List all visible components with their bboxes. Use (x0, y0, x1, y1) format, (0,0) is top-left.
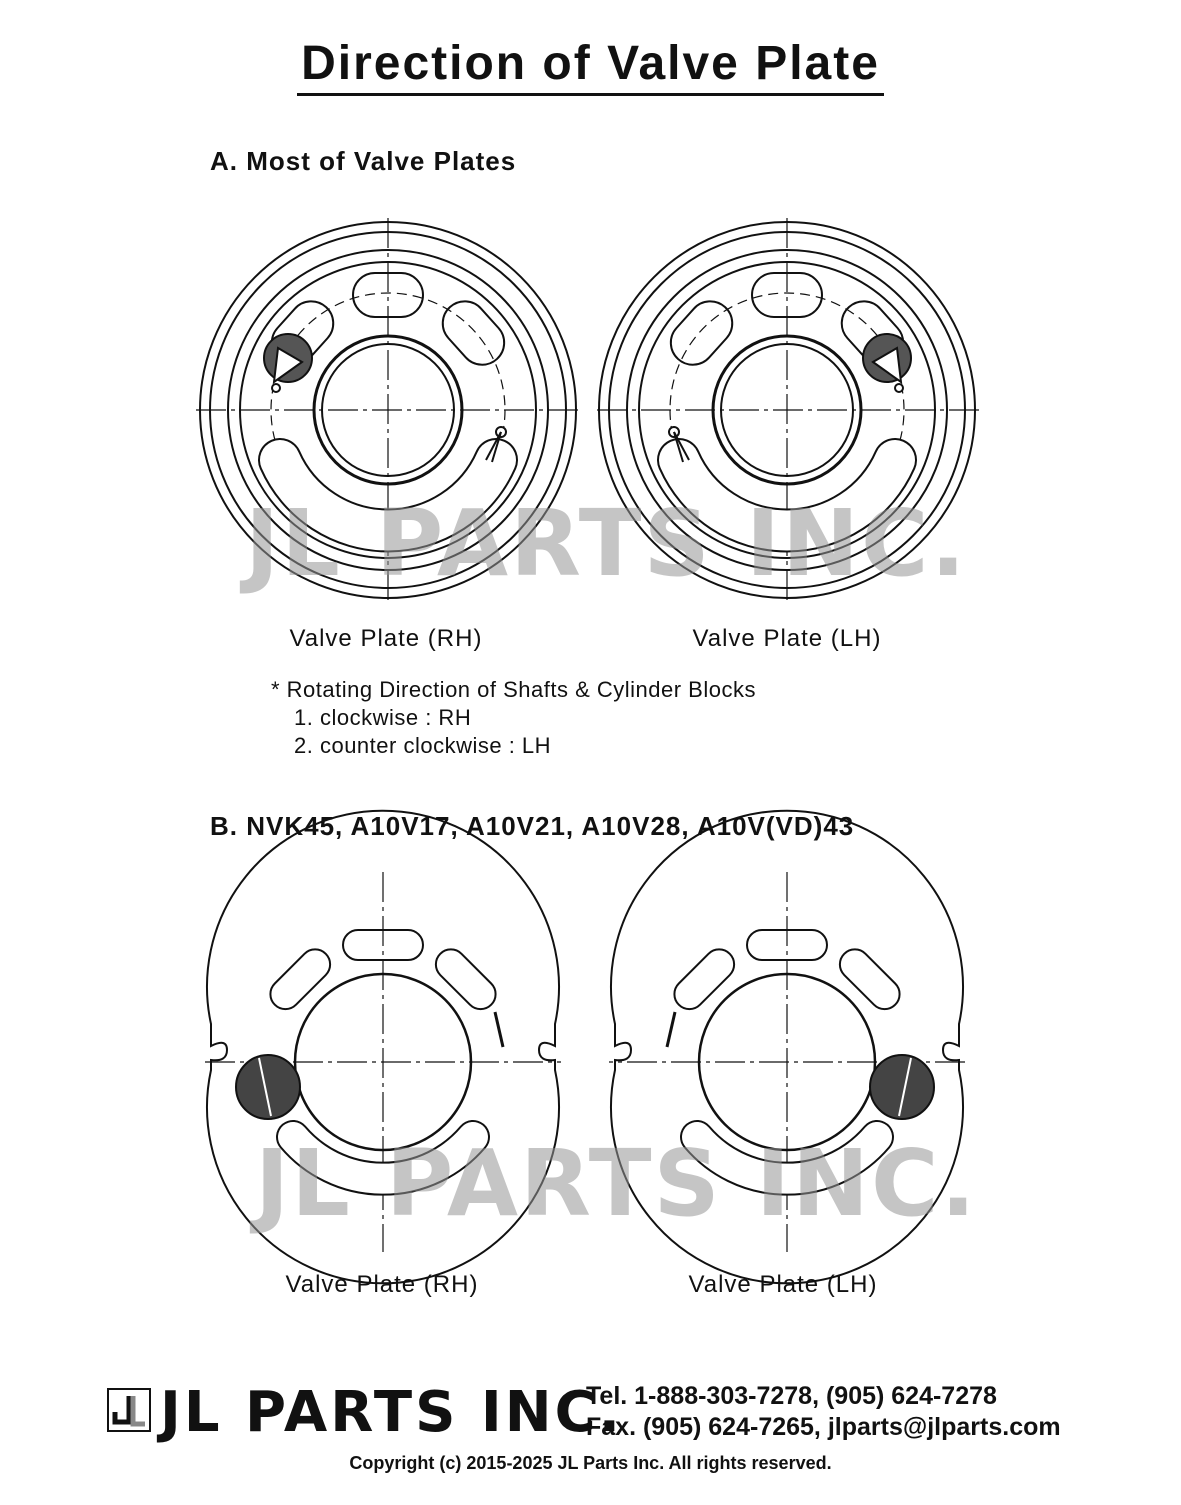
page-title: Direction of Valve Plate (0, 36, 1181, 96)
section-a-left-caption: Valve Plate (RH) (289, 625, 483, 652)
section-a-right-caption: Valve Plate (LH) (692, 625, 882, 652)
rotation-note-rh: 1. clockwise : RH (294, 705, 472, 730)
section-b-left-caption: Valve Plate (RH) (285, 1271, 479, 1298)
valve-plate-b-lh-diagram (587, 862, 987, 1262)
watermark-b: JL PARTS INC. (255, 1130, 978, 1237)
copyright: Copyright (c) 2015-2025 JL Parts Inc. All rights reserved. (349, 1453, 832, 1473)
contact-tel: Tel. 1-888-303-7278, (905) 624-7278 (586, 1382, 997, 1410)
jl-logo-icon (107, 1388, 151, 1432)
contact-fax-email: Fax. (905) 624-7265, jlparts@jlparts.com (586, 1413, 1061, 1441)
valve-plate-a-lh-diagram (587, 210, 987, 610)
valve-plate-b-rh-diagram (183, 862, 583, 1262)
rotation-note-title: * Rotating Direction of Shafts & Cylinder Blocks (271, 677, 756, 702)
watermark-a: JL PARTS INC. (245, 490, 968, 597)
brand-name: JL PARTS INC. (160, 1380, 623, 1445)
section-b-heading: B. NVK45, A10V17, A10V21, A10V28, A10V(VD)43 (210, 811, 855, 841)
rotation-note-lh: 2. counter clockwise : LH (294, 733, 552, 758)
section-a-heading: A. Most of Valve Plates (210, 146, 517, 176)
section-b-right-caption: Valve Plate (LH) (688, 1271, 878, 1298)
valve-plate-a-rh-diagram (188, 210, 588, 610)
